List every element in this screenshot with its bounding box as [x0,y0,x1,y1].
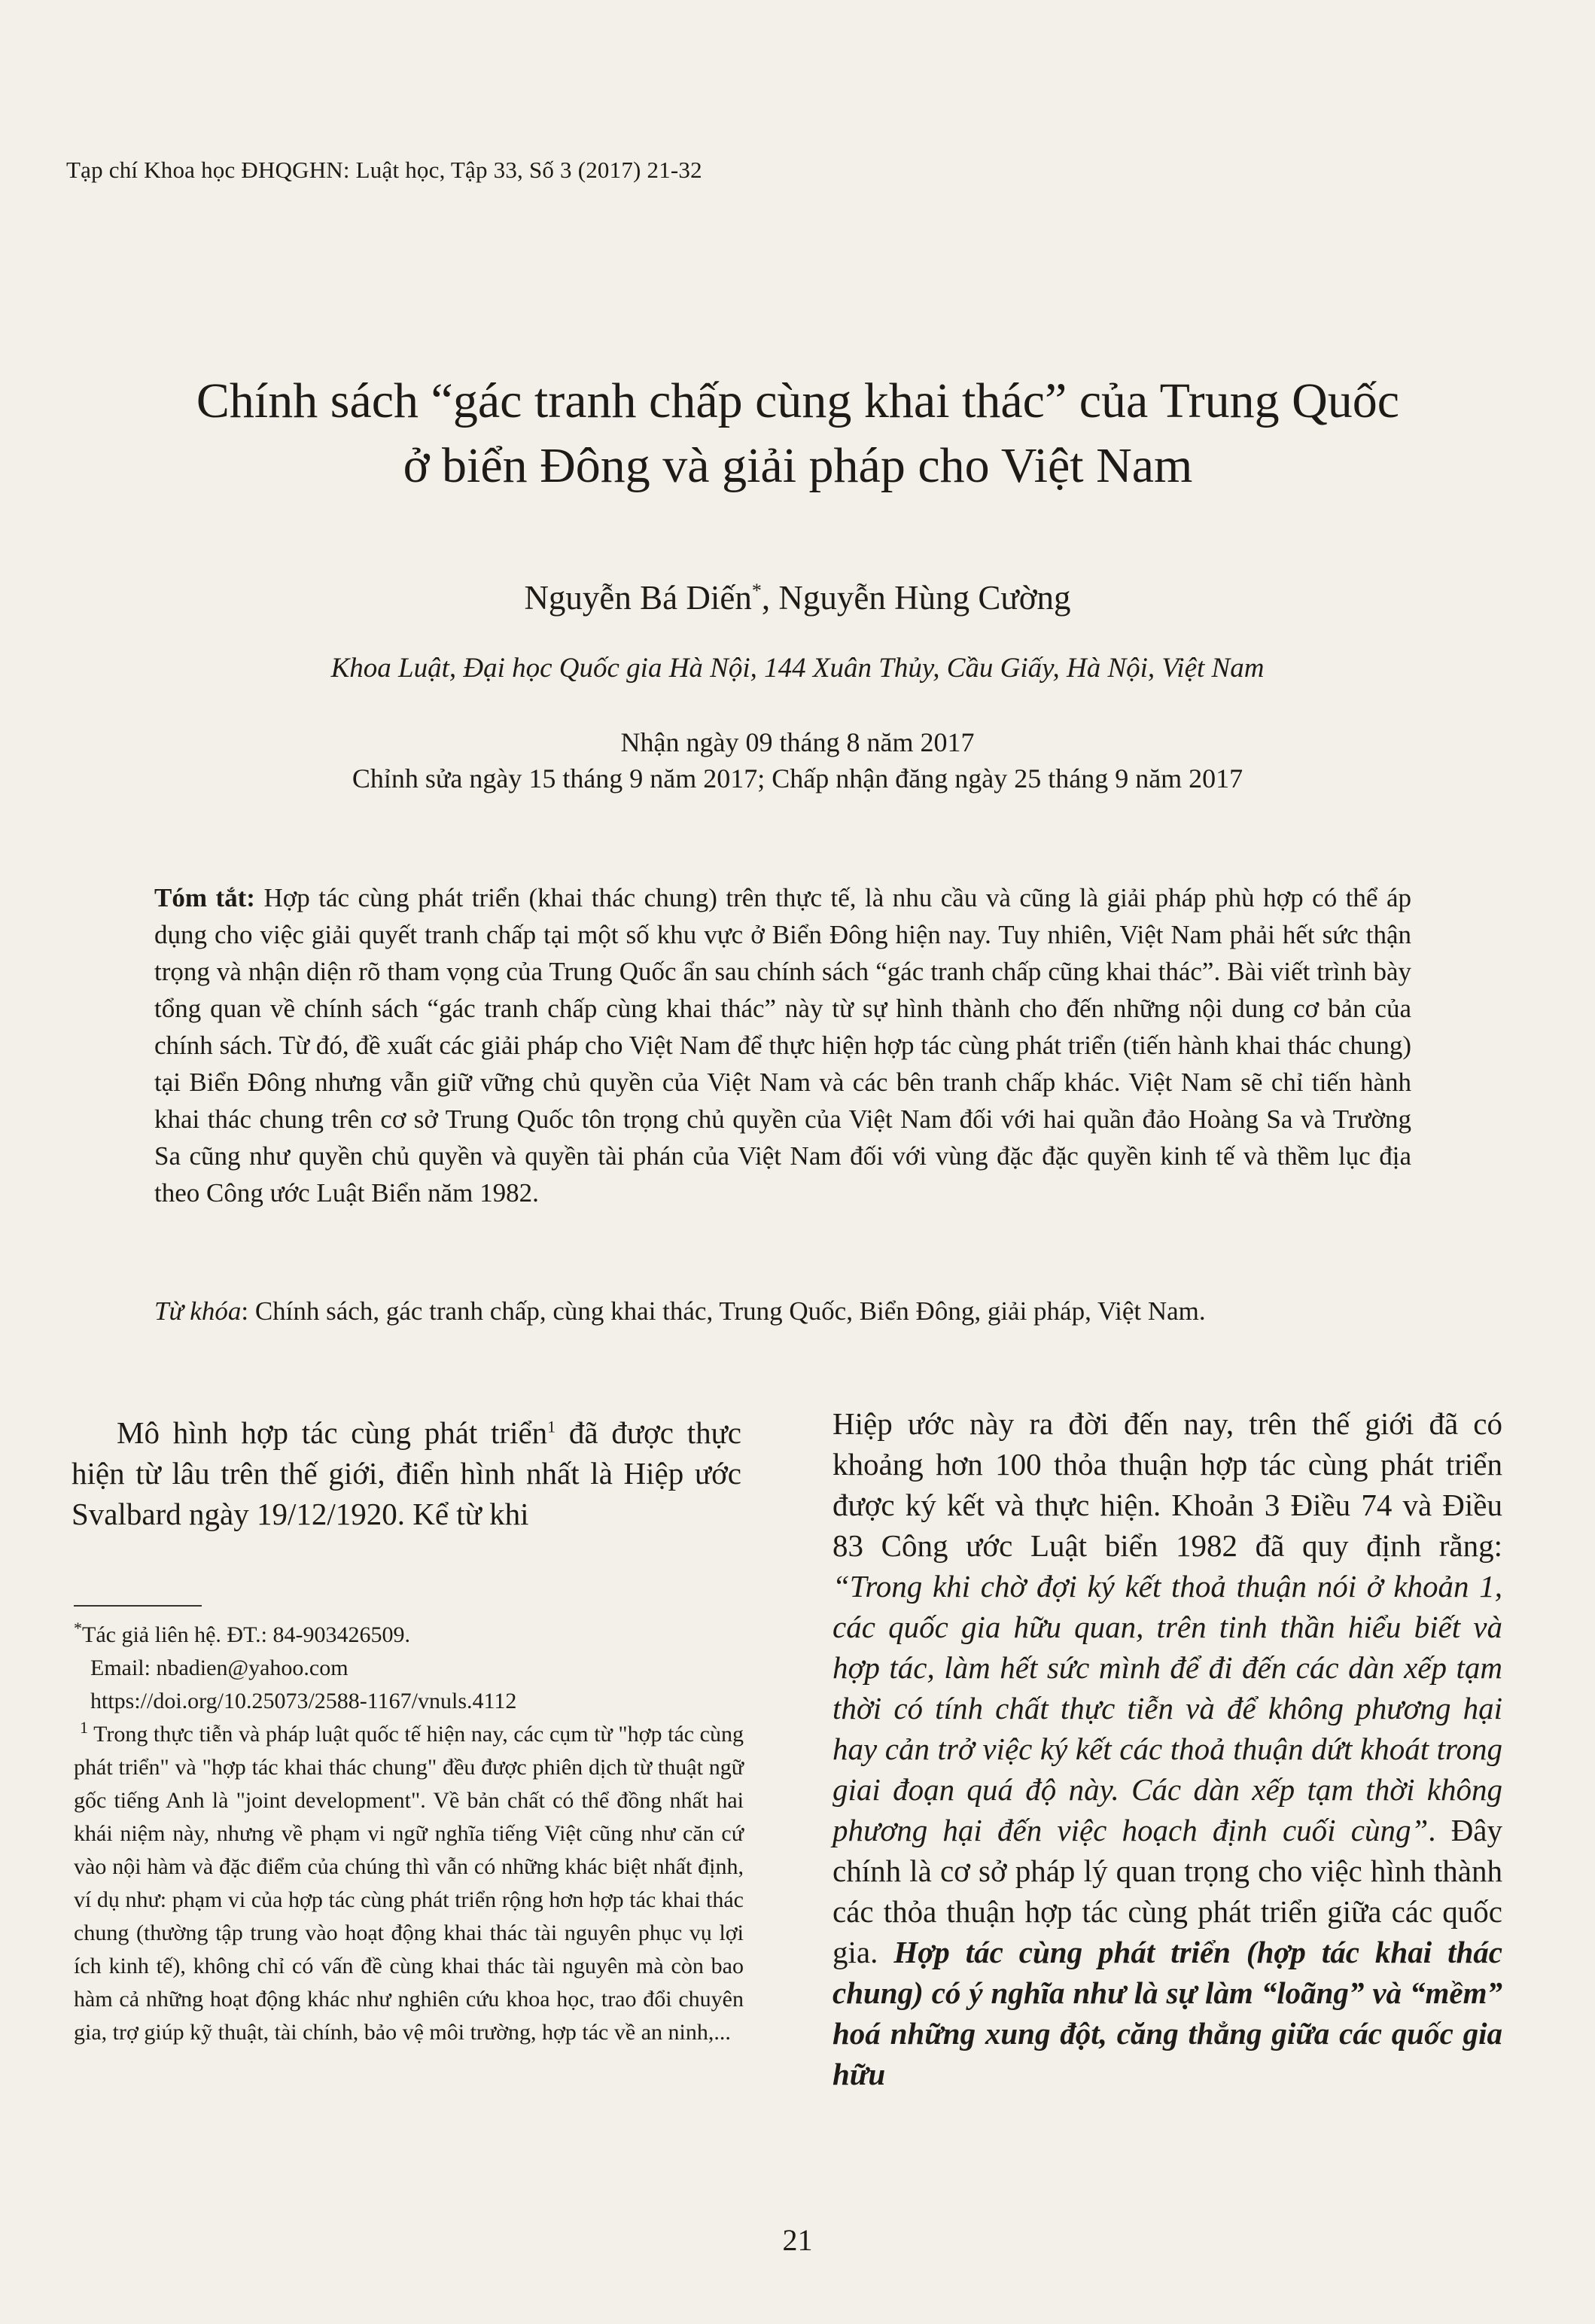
abstract-label: Tóm tắt: [154,883,255,912]
author-list [0,578,1595,617]
running-head: Tạp chí Khoa học ĐHQGHN: Luật học, Tập 33, Số 3 (2017) 21-32 [66,157,702,183]
body-column-right [833,1403,1502,2094]
footnote-star-mark: * [74,1619,82,1637]
convention-quote: “Trong khi chờ đợi ký kết thoả thuận nói ở khoản 1, các quốc gia hữu quan, trên tinh thần hiểu biết và hợp tác, làm hết sức mình để đi đến các dàn xếp tạm thời có tính chất thực tiễn và để không phương hại hay cản trở việc ký kết các thoả thuận dứt khoát trong giai đoạn quá độ này. Các dàn xếp tạm thời không phương hại đến việc hoạch định cuối cùng” [833,1569,1502,1847]
footnote-divider [74,1605,202,1607]
page-number: 21 [782,2223,813,2257]
footnote-1-text: Trong thực tiễn và pháp luật quốc tế hiện nay, các cụm từ "hợp tác cùng phát triển" và "hợp tác khai thác chung" đều được phiên dịch từ thuật ngữ gốc tiếng Anh là "joint development". Về bản chất có thể đồng nhất hai khái niệm này, nhưng về phạm vi ngữ nghĩa tiếng Việt cũng như căn cứ vào nội hàm và đặc điểm của chúng thì vẫn có những khác biệt nhất định, ví dụ như: phạm vi của hợp tác cùng phát triển rộng hơn hợp tác khai thác chung (thường tập trung vào hoạt động khai thác tài nguyên phục vụ lợi ích kinh tế), không chỉ có vấn đề cùng khai thác tài nguyên mà còn bao hàm cả những hoạt động khác như nghiên cứu khoa học, trao đổi chuyên gia, trợ giúp kỹ thuật, tài chính, bảo vệ môi trường, hợp tác về an ninh,... [74,1722,744,2045]
body-right-text-cont: . Đây chính là cơ sở pháp lý quan trọng cho việc hình thành các thỏa thuận hợp tác cùng phát triển giữa các quốc gia. [833,1813,1503,1969]
article-title [45,369,1551,498]
revised-accepted-date: Chỉnh sửa ngày 15 tháng 9 năm 2017; Chấp nhận đăng ngày 25 tháng 9 năm 2017 [352,763,1243,793]
received-date: Nhận ngày 09 tháng 8 năm 2017 [620,727,975,757]
title-line-1: Chính sách “gác tranh chấp cùng khai thác” của Trung Quốc [196,373,1400,428]
footnote-doi: https://doi.org/10.25073/2588-1167/vnuls.4112 [90,1689,517,1713]
emphasis-text: Hợp tác cùng phát triển (hợp tác khai thác chung) có ý nghĩa như là sự làm “loãng” và “mềm” hoá những xung đột, căng thẳng giữa các quốc gia hữu [833,1935,1502,2091]
article-dates [0,724,1595,796]
keywords [154,1296,1434,1326]
corresponding-author-mark: * [751,580,762,602]
footnote-ref-1: 1 [547,1417,556,1436]
author-1: Nguyễn Bá Diến [524,579,752,617]
footnote-email: Email: nbadien@yahoo.com [90,1655,349,1680]
affiliation: Khoa Luật, Đại học Quốc gia Hà Nội, 144 Xuân Thủy, Cầu Giấy, Hà Nội, Việt Nam [330,653,1265,684]
body-column-left [72,1412,741,1534]
footnote-corresponding [74,1619,744,1652]
body-left-text: Mô hình hợp tác cùng phát triển [117,1415,548,1450]
footnotes [74,1619,744,2049]
keywords-text: : Chính sách, gác tranh chấp, cùng khai thác, Trung Quốc, Biển Đông, giải pháp, Việt Nam. [241,1296,1206,1326]
corresponding-contact: Tác giả liên hệ. ĐT.: 84-903426509. [82,1622,410,1647]
footnote-1-mark: 1 [80,1718,88,1737]
abstract [154,879,1411,1211]
author-separator: , [761,579,779,617]
title-line-2: ở biển Đông và giải pháp cho Việt Nam [403,438,1193,493]
author-2: Nguyễn Hùng Cường [778,579,1071,617]
abstract-text: Hợp tác cùng phát triển (khai thác chung) trên thực tế, là nhu cầu và cũng là giải pháp phù hợp có thể áp dụng cho việc giải quyết tranh chấp tại một số khu vực ở Biển Đông hiện nay. Tuy nhiên, Việt Nam phải hết sức thận trọng và nhận diện rõ tham vọng của Trung Quốc ẩn sau chính sách “gác tranh chấp cũng khai thác”. Bài viết trình bày tổng quan về chính sách “gác tranh chấp cùng khai thác” này từ sự hình thành cho đến những nội dung cơ bản của chính sách. Từ đó, đề xuất các giải pháp cho Việt Nam để thực hiện hợp tác cùng phát triển (tiến hành khai thác chung) tại Biển Đông nhưng vẫn giữ vững chủ quyền của Việt Nam và các bên tranh chấp khác. Việt Nam sẽ chỉ tiến hành khai thác chung trên cơ sở Trung Quốc tôn trọng chủ quyền của Việt Nam đối với hai quần đảo Hoàng Sa và Trường Sa cũng như quyền chủ quyền và quyền tài phán của Việt Nam đối với vùng đặc đặc quyền kinh tế và thềm lục địa theo Công ước Luật Biển năm 1982. [154,883,1411,1208]
footnote-1 [74,1718,744,2049]
body-right-text: Hiệp ước này ra đời đến nay, trên thế giới đã có khoảng hơn 100 thỏa thuận hợp tác cùng phát triển được ký kết và thực hiện. Khoản 3 Điều 74 và Điều 83 Công ước Luật biển 1982 đã quy định rằng: [833,1406,1502,1563]
keywords-label: Từ khóa [154,1296,242,1326]
body-left-text-cont: đã được thực hiện từ lâu trên thế giới, điển hình nhất là Hiệp ước Svalbard ngày 19/12/1920. Kể từ khi [72,1415,741,1531]
